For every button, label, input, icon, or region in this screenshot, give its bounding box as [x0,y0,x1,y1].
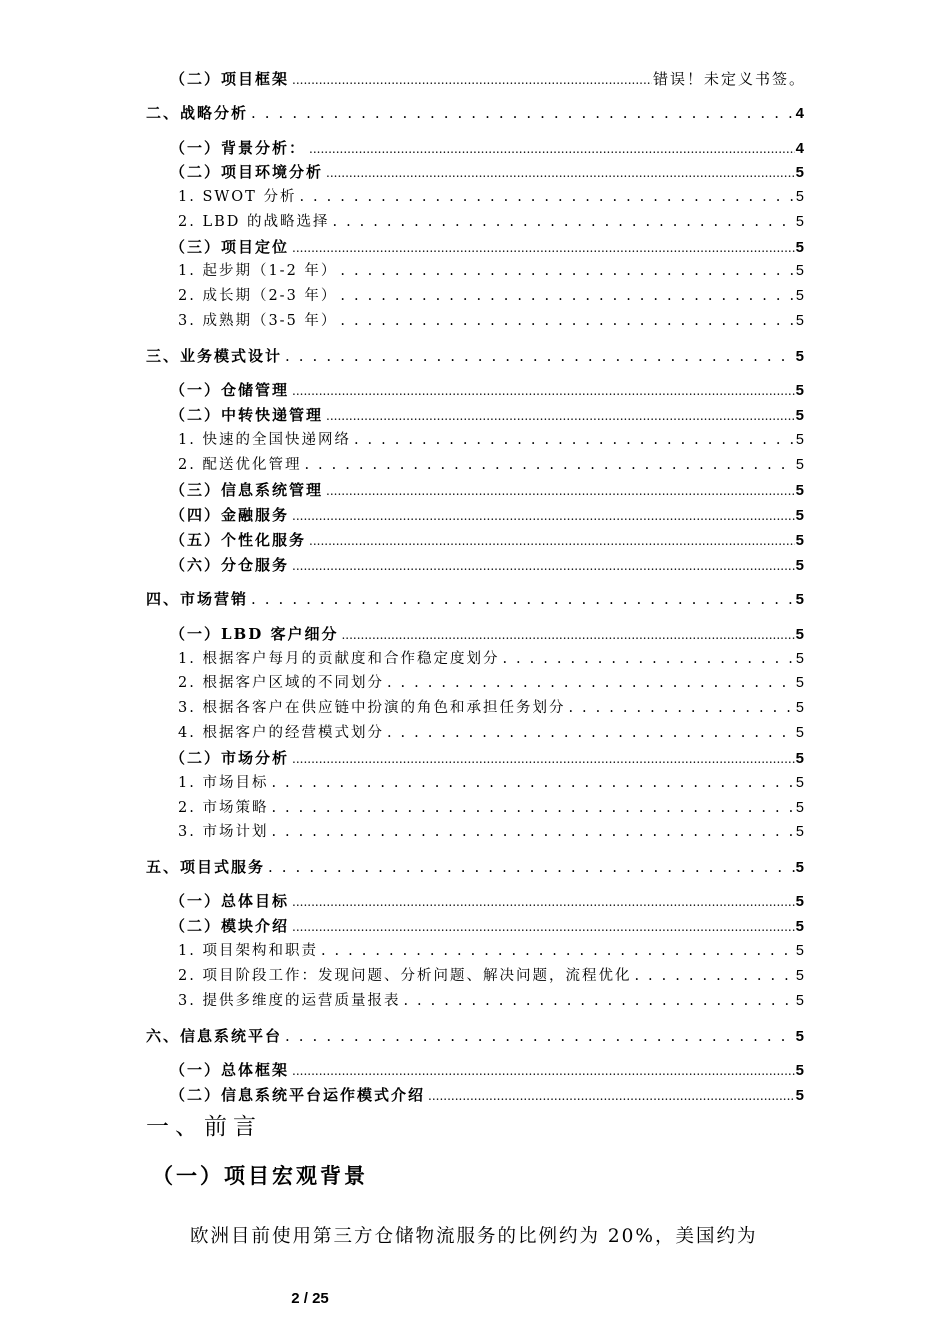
toc-entry-title: 1. 项目架构和职责 [178,943,318,959]
toc-entry[interactable] [0,797,950,819]
toc-entry-page: 5 [795,189,806,205]
toc-leader-dots [292,237,795,259]
toc-entry[interactable] [0,529,950,551]
toc-entry[interactable] [0,504,950,526]
toc-entry[interactable] [0,821,950,843]
toc-entry-page: 5 [795,651,806,667]
toc-entry-page: 5 [795,725,806,741]
body-paragraph: 欧洲目前使用第三方仓储物流服务的比例约为 20%，美国约为 [190,1226,758,1247]
toc-leader-dots [387,672,795,694]
toc-leader-dots [428,1085,795,1107]
toc-entry-title: 2. 根据客户区域的不同划分 [178,675,384,691]
toc-entry-page: 5 [795,700,806,716]
toc-entry[interactable] [0,137,950,159]
toc-entry-title: （四）金融服务 [170,506,290,524]
toc-leader-dots [292,1060,795,1082]
toc-entry[interactable] [0,915,950,937]
toc-entry-title: （六）分仓服务 [170,556,290,574]
toc-entry-page: 5 [795,482,806,499]
toc-entry-title: 4. 根据客户的经营模式划分 [178,725,384,741]
toc-leader-dots [251,102,795,124]
toc-leader-dots [387,722,795,744]
toc-entry[interactable] [0,1059,950,1081]
toc-entry[interactable] [0,186,950,208]
toc-entry-page: 5 [795,591,806,608]
toc-entry-title: 2. LBD 的战略选择 [178,214,330,230]
toc-leader-dots [292,891,795,913]
toc-entry[interactable] [0,772,950,794]
toc-entry-title: 四、市场营销 [146,590,249,608]
toc-entry-title: （二）项目环境分析 [170,163,324,181]
toc-entry-title: 3. 提供多维度的运营质量报表 [178,993,401,1009]
toc-entry-page: 5 [795,824,806,840]
toc-entry-title: 六、信息系统平台 [146,1027,283,1045]
toc-entry-title: （三）信息系统管理 [170,481,324,499]
toc-entry-page: 5 [795,943,806,959]
toc-leader-dots [251,588,795,610]
toc-entry-title: 1. 根据客户每月的贡献度和合作稳定度划分 [178,651,500,667]
toc-leader-dots [568,697,794,719]
toc-entry[interactable] [0,68,950,90]
toc-leader-dots [271,821,794,843]
toc-entry-title: 3. 成熟期（3-5 年） [178,313,338,329]
page-number: 2 / 25 [291,1290,329,1307]
toc-entry-page: 5 [795,750,806,767]
toc-leader-dots [299,186,794,208]
toc-entry-page: 5 [795,968,806,984]
toc-entry-page: 5 [795,214,806,230]
toc-leader-dots [326,405,795,427]
toc-leader-dots [502,648,794,670]
toc-entry[interactable] [0,697,950,719]
toc-entry-page: 5 [795,675,806,691]
toc-entry-page: 4 [795,140,806,157]
toc-entry[interactable] [0,404,950,426]
toc-entry-page: 5 [795,432,806,448]
toc-entry-page: 5 [795,1028,806,1045]
toc-entry-title: （一）背景分析： [170,139,307,157]
toc-entry-title: 3. 根据各客户在供应链中扮演的角色和承担任务划分 [178,700,566,716]
toc-leader-dots [292,555,795,577]
toc-entry-page: 5 [795,164,806,181]
toc-entry-page: 5 [795,993,806,1009]
toc-entry[interactable] [0,1025,950,1047]
toc-entry-page: 错误！未定义书签。 [652,70,806,88]
toc-entry-page: 5 [795,407,806,424]
toc-entry-title: 三、业务模式设计 [146,347,283,365]
toc-entry[interactable] [0,1084,950,1106]
toc-leader-dots [309,138,795,160]
toc-entry-page: 5 [795,859,806,876]
toc-entry[interactable] [0,260,950,282]
toc-leader-dots [292,505,795,527]
toc-entry[interactable] [0,211,950,233]
toc-entry[interactable] [0,722,950,744]
toc-entry[interactable] [0,588,950,610]
toc-entry[interactable] [0,102,950,124]
toc-entry-title: 1. 快速的全国快递网络 [178,432,351,448]
toc-entry-title: （一）仓储管理 [170,381,290,399]
toc-entry-title: 1. 起步期（1-2 年） [178,263,338,279]
toc-entry-title: （一）LBD 客户细分 [170,625,339,643]
toc-entry-title: 2. 市场策略 [178,800,269,816]
toc-leader-dots [634,965,794,987]
toc-entry-title: （二）项目框架 [170,70,290,88]
toc-entry[interactable] [0,856,950,878]
toc-entry-page: 5 [795,1087,806,1104]
toc-leader-dots [268,856,795,878]
toc-leader-dots [354,429,795,451]
toc-leader-dots [285,345,795,367]
toc-entry-title: （二）中转快递管理 [170,406,324,424]
toc-entry[interactable] [0,379,950,401]
toc-entry-title: 二、战略分析 [146,104,249,122]
toc-entry-title: 3. 市场计划 [178,824,269,840]
toc-leader-dots [309,530,795,552]
toc-entry-title: （三）项目定位 [170,238,290,256]
toc-leader-dots [271,797,794,819]
toc-entry-page: 5 [795,313,806,329]
toc-leader-dots [403,990,794,1012]
toc-entry[interactable] [0,965,950,987]
toc-entry-page: 4 [795,105,806,122]
toc-entry-page: 5 [795,918,806,935]
toc-leader-dots [292,748,795,770]
toc-entry[interactable] [0,648,950,670]
toc-entry[interactable] [0,554,950,576]
toc-entry[interactable] [0,940,950,962]
section-heading: 一、前言 [146,1114,262,1140]
toc-entry[interactable] [0,747,950,769]
toc-entry-page: 5 [795,532,806,549]
toc-entry-title: 2. 配送优化管理 [178,457,302,473]
toc-entry[interactable] [0,479,950,501]
toc-leader-dots [340,285,795,307]
toc-entry[interactable] [0,236,950,258]
toc-entry-title: （一）总体框架 [170,1061,290,1079]
toc-entry-title: （一）总体目标 [170,892,290,910]
toc-entry-page: 5 [795,775,806,791]
toc-leader-dots [326,480,795,502]
toc-entry[interactable] [0,454,950,476]
toc-leader-dots [332,211,794,233]
toc-entry-title: （二）信息系统平台运作模式介绍 [170,1086,426,1104]
toc-entry[interactable] [0,345,950,367]
toc-leader-dots [292,916,795,938]
toc-entry[interactable] [0,990,950,1012]
toc-entry[interactable] [0,285,950,307]
toc-entry-page: 5 [795,263,806,279]
toc-entry-title: 2. 项目阶段工作：发现问题、分析问题、解决问题，流程优化 [178,968,632,984]
toc-leader-dots [304,454,794,476]
toc-entry-page: 5 [795,557,806,574]
subsection-heading: （一）项目宏观背景 [152,1163,368,1188]
toc-entry[interactable] [0,623,950,645]
toc-entry-page: 5 [795,507,806,524]
toc-leader-dots [292,69,652,91]
toc-entry[interactable] [0,429,950,451]
toc-leader-dots [271,772,794,794]
toc-entry-title: 五、项目式服务 [146,858,266,876]
toc-entry-title: （五）个性化服务 [170,531,307,549]
toc-entry-page: 5 [795,288,806,304]
toc-entry[interactable] [0,672,950,694]
toc-leader-dots [285,1025,795,1047]
toc-leader-dots [321,940,795,962]
toc-leader-dots [292,380,795,402]
toc-entry-page: 5 [795,457,806,473]
toc-entry-title: （二）模块介绍 [170,917,290,935]
toc-entry-title: 1. 市场目标 [178,775,269,791]
toc-entry-page: 5 [795,239,806,256]
toc-entry-page: 5 [795,382,806,399]
toc-entry[interactable] [0,161,950,183]
toc-entry-title: 2. 成长期（2-3 年） [178,288,338,304]
toc-entry-page: 5 [795,348,806,365]
toc-entry-page: 5 [795,626,806,643]
toc-entry-title: 1. SWOT 分析 [178,189,297,205]
toc-entry-page: 5 [795,1062,806,1079]
toc-entry-page: 5 [795,893,806,910]
toc-entry[interactable] [0,890,950,912]
toc-entry[interactable] [0,310,950,332]
toc-leader-dots [340,310,795,332]
toc-entry-title: （二）市场分析 [170,749,290,767]
toc-leader-dots [340,260,795,282]
toc-leader-dots [326,162,795,184]
toc-leader-dots [341,624,794,646]
toc-entry-page: 5 [795,800,806,816]
